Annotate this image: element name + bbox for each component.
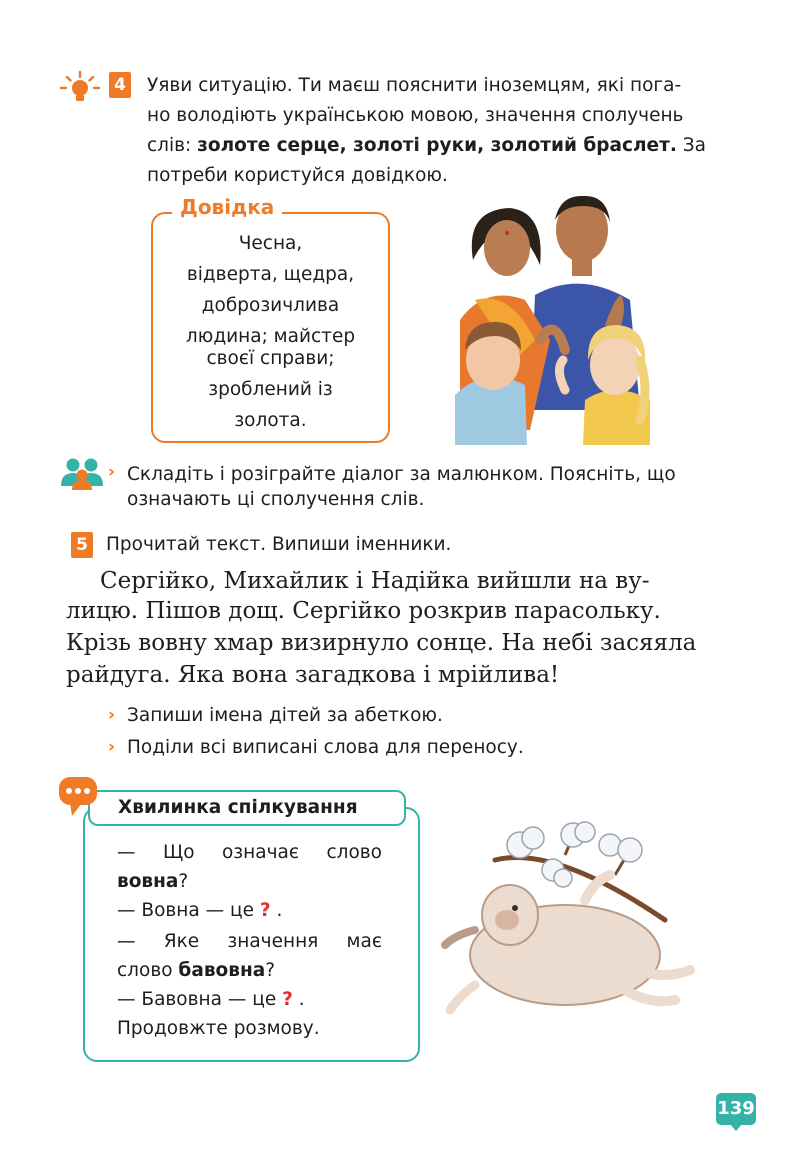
comm-line-1: — Що означає слово xyxy=(117,842,382,863)
reference-line-6: зроблений із xyxy=(208,379,333,400)
question-mark: ? xyxy=(259,900,271,921)
comm-line-6-end: . xyxy=(298,989,305,1010)
task4-line-2: но володіють українською мовою, значення сполучень xyxy=(147,105,684,126)
page-number: 139 xyxy=(716,1093,756,1125)
task4-line-4: потреби користуйся довідкою. xyxy=(147,165,448,186)
lightbulb-icon xyxy=(58,70,102,106)
reference-line-5: своєї справи; xyxy=(206,348,335,369)
task4-bold-phrase: золоте серце, золоті руки, золотий браслет. xyxy=(197,135,677,156)
word-vovna: вовна xyxy=(117,871,179,892)
comm-line-3-start: — Вовна — це xyxy=(117,900,254,921)
task5-text-line-2: лицю. Пішов дощ. Сергійко розкрив парасольку. xyxy=(66,598,661,624)
task5-text-line-1: Сергійко, Михайлик і Надійка вийшли на ву- xyxy=(100,568,650,594)
reference-line-3: доброзичлива xyxy=(201,295,340,316)
comm-line-6 xyxy=(117,985,382,1014)
reference-line-7: золота. xyxy=(234,410,307,431)
task4-line-3 xyxy=(147,131,706,161)
task4-line-3-start: слів: xyxy=(147,135,198,156)
comm-line-5-start: слово xyxy=(117,960,179,981)
comm-line-5 xyxy=(117,956,382,985)
dialog-task-line-2: означають ці сполучення слів. xyxy=(127,489,425,510)
comm-line-2 xyxy=(117,867,382,896)
communication-title: Хвилинка спілкування xyxy=(118,797,358,818)
comm-line-4: — Яке значення має xyxy=(117,931,382,952)
people-icon xyxy=(60,456,104,490)
task5-subtask-1: Запиши імена дітей за абеткою. xyxy=(127,705,443,726)
task5-instruction: Прочитай текст. Випиши іменники. xyxy=(106,534,452,555)
task5-subtask-2: Поділи всі виписані слова для переносу. xyxy=(127,737,524,758)
task5-text-line-3: Крізь вовну хмар визирнуло сонце. На небі засяяла xyxy=(66,630,697,656)
comm-line-6-start: — Бавовна — це xyxy=(117,989,277,1010)
reference-line-4: людина; майстер xyxy=(185,326,356,347)
speech-bubble-icon xyxy=(58,776,100,818)
reference-line-2: відверта, щедра, xyxy=(186,264,355,285)
sheep-cotton-illustration xyxy=(435,820,705,1020)
task4-line-3-end: За xyxy=(676,135,706,156)
reference-title: Довідка xyxy=(172,193,282,221)
task5-text-line-4: райдуга. Яка вона загадкова і мрійлива! xyxy=(66,662,560,688)
comm-line-2-end: ? xyxy=(178,871,189,892)
chevron-right-icon: › xyxy=(108,462,116,482)
comm-line-7: Продовжте розмову. xyxy=(117,1018,320,1039)
task-number-4: 4 xyxy=(109,72,131,98)
comm-line-3 xyxy=(117,896,382,925)
page-number-tail xyxy=(729,1123,743,1131)
dialog-task-line-1: Складіть і розіграйте діалог за малюнком. Поясніть, що xyxy=(127,464,676,485)
reference-line-1: Чесна, xyxy=(238,233,303,254)
chevron-right-icon: › xyxy=(108,705,116,725)
comm-line-3-end: . xyxy=(276,900,283,921)
word-bavovna: бавовна xyxy=(178,960,266,981)
family-illustration xyxy=(455,190,655,445)
chevron-right-icon: › xyxy=(108,737,116,757)
task4-line-1: Уяви ситуацію. Ти маєш пояснити іноземцям, які пога- xyxy=(147,75,682,96)
question-mark: ? xyxy=(282,989,293,1010)
comm-line-5-end: ? xyxy=(265,960,276,981)
task-number-5: 5 xyxy=(71,532,93,558)
